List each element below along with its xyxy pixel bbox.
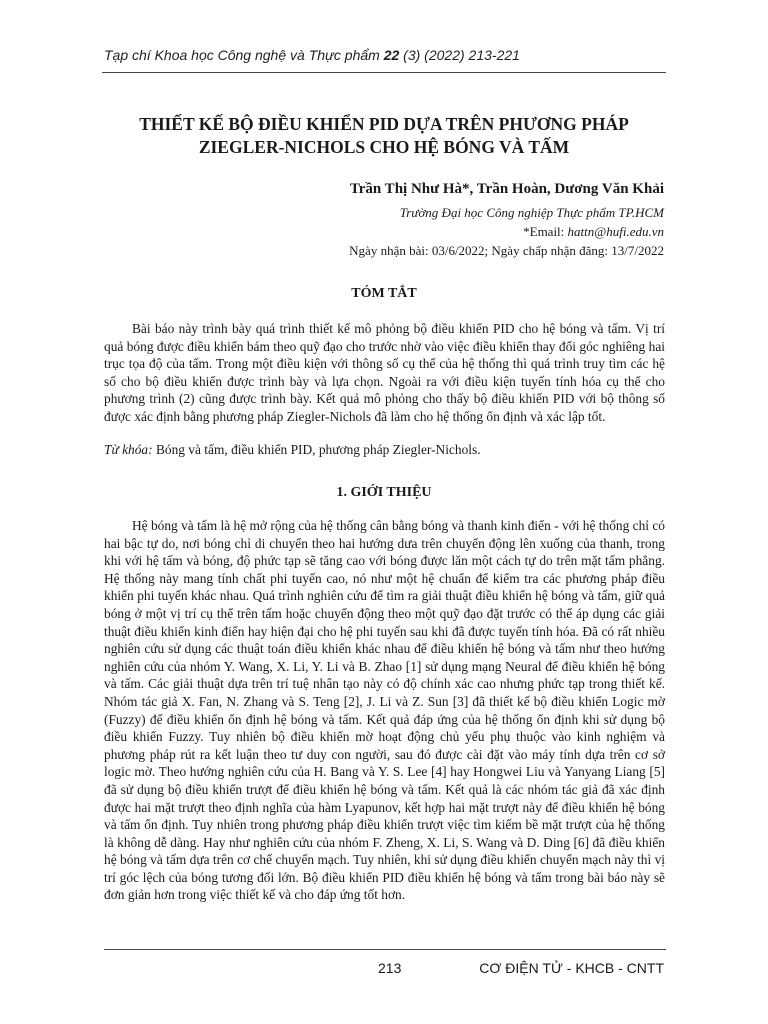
submission-dates: Ngày nhận bài: 03/6/2022; Ngày chấp nhận đăng: 13/7/2022 [349, 243, 664, 258]
journal-name: Tạp chí Khoa học Công nghệ và Thực phẩm [104, 47, 384, 63]
journal-header [104, 47, 664, 63]
article-title [100, 113, 668, 159]
author-list: Trần Thị Như Hà*, Trần Hoàn, Dương Văn Khải [349, 181, 664, 197]
email-label: *Email: [523, 224, 568, 239]
keywords-label: Từ khóa: [104, 442, 153, 457]
title-line-2: ZIEGLER-NICHOLS CHO HỆ BÓNG VÀ TẤM [198, 137, 570, 157]
introduction-heading: 1. GIỚI THIỆU [336, 485, 432, 500]
affiliation: Trường Đại học Công nghiệp Thực phẩm TP.HCM [399, 205, 664, 220]
journal-volume: 22 [383, 47, 400, 63]
corresponding-email [523, 224, 664, 240]
footer-section-label: CƠ ĐIỆN TỬ - KHCB - CNTT [479, 960, 664, 976]
keywords-line [104, 441, 665, 459]
footer-divider [104, 949, 666, 950]
page-number: 213 [378, 960, 402, 976]
abstract-paragraph: Bài báo này trình bày quá trình thiết kế mô phỏng bộ điều khiển PID cho hệ bóng và tấm. Vị trí quả bóng được điều khiển bám theo quỹ đạo cho trước nhờ vào việc điều khiển thay đổi góc nghiêng hai trục tọa độ của tấm. Trong một điều kiện với thông số cụ thể của hệ thống thì quá trình truy tìm các hệ số cho bộ điều khiển được trình bày và lựa chọn. Ngoài ra với điều kiện tuyến tính hóa cụ thể cho phương trình (2) cũng được trình bày. Kết quả mô phỏng cho thấy bộ điều khiển PID với bộ thông số được xác định bằng phương pháp Ziegler-Nichols đã làm cho hệ thống ổn định và xác lập tốt. [104, 321, 665, 424]
email-address: hattn@hufi.edu.vn [567, 224, 664, 239]
journal-issue-pages: (3) (2022) 213-221 [399, 47, 520, 63]
keywords-text: Bóng và tấm, điều khiển PID, phương pháp Ziegler-Nichols. [152, 442, 481, 457]
title-line-1: THIẾT KẾ BỘ ĐIỀU KHIỂN PID DỰA TRÊN PHƯƠNG PHÁP [139, 114, 629, 134]
header-divider [102, 72, 666, 73]
introduction-paragraph: Hệ bóng và tấm là hệ mở rộng của hệ thống cân bằng bóng và thanh kinh điển - với hệ thống chỉ có hai bậc tự do, nơi bóng chỉ di chuyển theo hai hướng dưa trên chuyển động lên xuống của thanh, trong khi với hệ tấm và bóng, độ phức tạp sẽ tăng cao với bóng được lăn một cách tự do trên mặt tấm phẳng. Hệ thống này mang tính chất phi tuyến cao, nó như một hệ chuẩn để kiểm tra các phương pháp điều khiển phi tuyến khác nhau. Quá trình nghiên cứu để tìm ra giải thuật điều khiển hệ bóng và tấm, giữ quả bóng ở một vị trí cụ thể trên tấm hoặc chuyển động theo một quỹ đạo đặt trước có thể áp dụng các giải thuật điều khiển kinh điển hay hiện đại cho hệ phi tuyến sau khi đã được tuyến tính hóa. Đã có rất nhiều nghiên cứu sử dụng các thuật toán điều khiển khác nhau để điều khiển hệ bóng và tấm như theo hướng nghiên cứu của nhóm Y. Wang, X. Li, Y. Li và B. Zhao [1] sử dụng mạng Neural để điều khiển hệ bóng và tấm. Các giải thuật dựa trên trí tuệ nhân tạo này có độ chính xác cao nhưng phức tạp trong thiết kế. Nhóm tác giả X. Fan, N. Zhang và S. Teng [2], J. Li và Z. Sun [3] đã thiết kế bộ điều khiển Logic mờ (Fuzzy) để điều khiển ổn định hệ bóng và tấm. Kết quả đáp ứng của hệ thống ổn định khi sử dụng bộ điều khiển Fuzzy. Tuy nhiên bộ điều khiển mờ hoạt động chủ yếu phụ thuộc vào kinh nghiệm và phương pháp rút ra kết luận theo tư duy con người, sau đó được cài đặt vào máy tính dựa trên cơ sở logic mờ. Theo hướng nghiên cứu của H. Bang và Y. S. Lee [4] hay Hongwei Liu và Yanyang Liang [5] đã sử dụng bộ điều khiển trượt để điều khiển hệ bóng và tấm. Kết quả là các nhóm tác giả đã xác định được hai mặt trượt theo định nghĩa của hàm Lyapunov, kết hợp hai mặt trượt này để điều khiển hệ bóng và tấm ổn định. Tuy nhiên trong phương pháp điều khiển trượt việc tìm kiếm bề mặt trượt của hệ thống là không dễ dàng. Hay như nghiên cứu của nhóm F. Zheng, X. Li, S. Wang và D. Ding [6] đã điều khiển hệ bóng và tấm dựa trên cơ chế chuyển mạch. Tuy nhiên, khi sử dụng điều khiển chuyển mạch này thì vị trí góc lệch của bóng tương đối lớn. Bộ điều khiển PID điều khiển hệ bóng và tấm trong bài báo này sẽ đơn giản hơn trong việc thiết kế và cho đáp ứng tốt hơn. [104, 518, 665, 903]
abstract-heading: TÓM TẮT [351, 286, 417, 301]
